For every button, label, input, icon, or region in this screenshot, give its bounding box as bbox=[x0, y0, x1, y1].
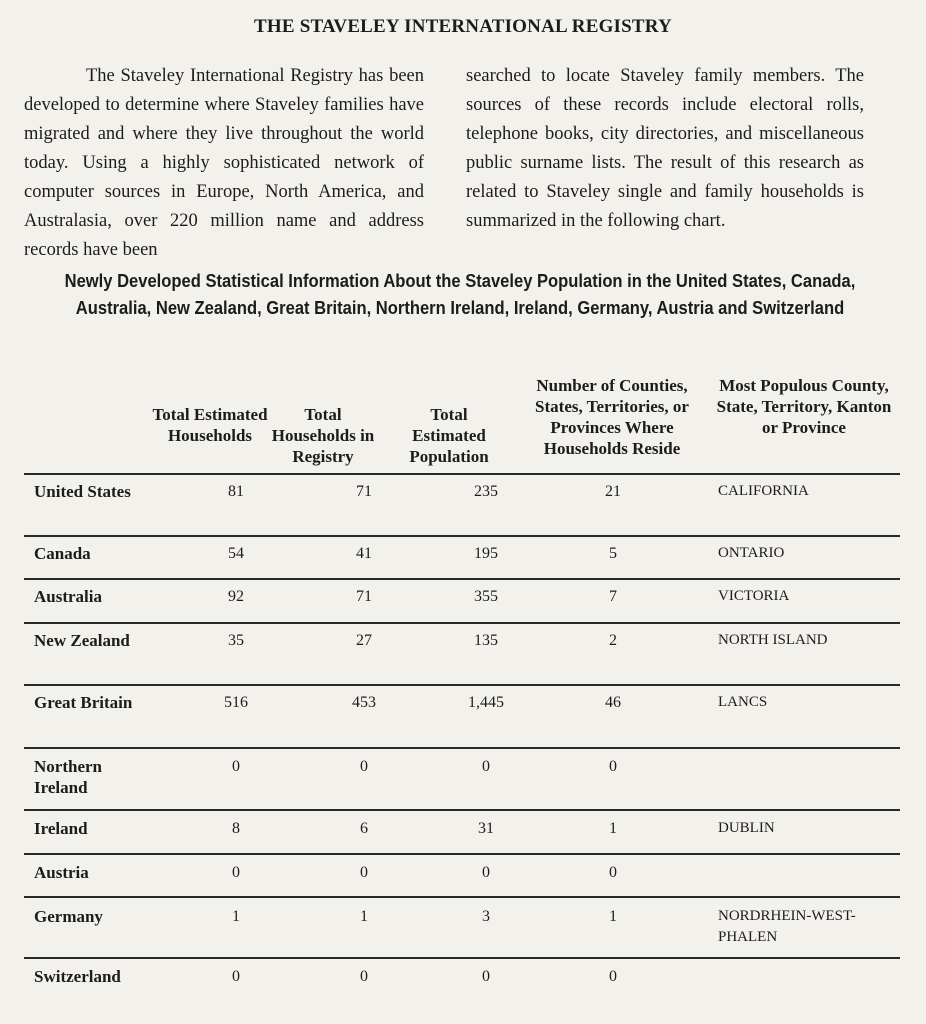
cell-population: 31 bbox=[478, 820, 494, 837]
intro-left-column bbox=[24, 62, 424, 265]
cell-most-populous: NORDRHEIN-WEST-PHALEN bbox=[718, 908, 856, 945]
country-name: Austria bbox=[34, 863, 89, 882]
row-divider bbox=[24, 853, 900, 855]
header-households: Total Estimated Households bbox=[152, 405, 268, 445]
cell-counties: 0 bbox=[609, 864, 617, 881]
cell-most-populous: DUBLIN bbox=[718, 820, 775, 836]
row-divider bbox=[24, 578, 900, 580]
cell-counties: 0 bbox=[609, 758, 617, 775]
header-counties: Number of Counties, States, Territories, or Provinces Where Households Reside bbox=[535, 376, 689, 458]
country-name: Germany bbox=[34, 907, 103, 926]
country-name: Northern Ireland bbox=[34, 757, 102, 797]
cell-households: 516 bbox=[224, 694, 248, 711]
header-populous: Most Populous County, State, Territory, Kanton or Province bbox=[716, 376, 892, 437]
country-name: Australia bbox=[34, 587, 102, 606]
cell-registry: 1 bbox=[360, 908, 368, 925]
header-population: Total Estimated Population bbox=[409, 405, 489, 466]
cell-population: 235 bbox=[474, 483, 498, 500]
cell-registry: 41 bbox=[356, 545, 372, 562]
cell-counties: 1 bbox=[609, 908, 617, 925]
cell-population: 195 bbox=[474, 545, 498, 562]
row-divider bbox=[24, 622, 900, 624]
country-name: United States bbox=[34, 482, 131, 501]
intro-right-column bbox=[466, 62, 864, 236]
row-divider bbox=[24, 473, 900, 475]
cell-population: 0 bbox=[482, 968, 490, 985]
cell-households: 54 bbox=[228, 545, 244, 562]
cell-most-populous: CALIFORNIA bbox=[718, 483, 809, 499]
country-name: New Zealand bbox=[34, 631, 130, 650]
cell-population: 1,445 bbox=[468, 694, 504, 711]
cell-households: 0 bbox=[232, 864, 240, 881]
cell-households: 8 bbox=[232, 820, 240, 837]
cell-most-populous: VICTORIA bbox=[718, 588, 790, 604]
cell-population: 355 bbox=[474, 588, 498, 605]
cell-households: 1 bbox=[232, 908, 240, 925]
row-divider bbox=[24, 896, 900, 898]
cell-counties: 5 bbox=[609, 545, 617, 562]
cell-households: 92 bbox=[228, 588, 244, 605]
cell-registry: 453 bbox=[352, 694, 376, 711]
cell-registry: 27 bbox=[356, 632, 372, 649]
cell-counties: 46 bbox=[605, 694, 621, 711]
page-title: THE STAVELEY INTERNATIONAL REGISTRY bbox=[254, 16, 672, 37]
cell-population: 0 bbox=[482, 864, 490, 881]
row-divider bbox=[24, 957, 900, 959]
cell-population: 3 bbox=[482, 908, 490, 925]
row-divider bbox=[24, 535, 900, 537]
country-name: Ireland bbox=[34, 819, 88, 838]
cell-population: 135 bbox=[474, 632, 498, 649]
cell-most-populous: ONTARIO bbox=[718, 545, 785, 561]
cell-counties: 2 bbox=[609, 632, 617, 649]
cell-most-populous: NORTH ISLAND bbox=[718, 632, 828, 648]
cell-registry: 71 bbox=[356, 483, 372, 500]
header-registry: Total Households in Registry bbox=[271, 405, 375, 466]
cell-counties: 21 bbox=[605, 483, 621, 500]
intro-paragraph-left: The Staveley International Registry has been developed to determine where Staveley families have migrated and where they live throughout the world today. Using a highly sophisticated network of computer sources in Europe, North America, and Australasia, over 220 million name and address records have been bbox=[24, 66, 424, 260]
cell-registry: 0 bbox=[360, 968, 368, 985]
cell-registry: 0 bbox=[360, 758, 368, 775]
cell-households: 81 bbox=[228, 483, 244, 500]
country-name: Switzerland bbox=[34, 967, 121, 986]
table-title: Newly Developed Statistical Information About the Staveley Population in the United States, Canada, Australia, New Zealand, Great Britain, Northern Ireland, Ireland, Germany, Austria and Switzerland bbox=[64, 271, 856, 318]
cell-registry: 71 bbox=[356, 588, 372, 605]
cell-households: 35 bbox=[228, 632, 244, 649]
row-divider bbox=[24, 809, 900, 811]
cell-counties: 7 bbox=[609, 588, 617, 605]
cell-counties: 1 bbox=[609, 820, 617, 837]
row-divider bbox=[24, 684, 900, 686]
country-name: Canada bbox=[34, 544, 91, 563]
cell-registry: 0 bbox=[360, 864, 368, 881]
cell-households: 0 bbox=[232, 758, 240, 775]
cell-households: 0 bbox=[232, 968, 240, 985]
cell-population: 0 bbox=[482, 758, 490, 775]
country-name: Great Britain bbox=[34, 693, 133, 712]
row-divider bbox=[24, 747, 900, 749]
intro-paragraph-right: searched to locate Staveley family members. The sources of these records include electoral rolls, telephone books, city directories, and miscellaneous public surname lists. The result of this research as related to Staveley single and family households is summarized in the following chart. bbox=[466, 66, 864, 231]
cell-registry: 6 bbox=[360, 820, 368, 837]
cell-counties: 0 bbox=[609, 968, 617, 985]
cell-most-populous: LANCS bbox=[718, 694, 768, 710]
